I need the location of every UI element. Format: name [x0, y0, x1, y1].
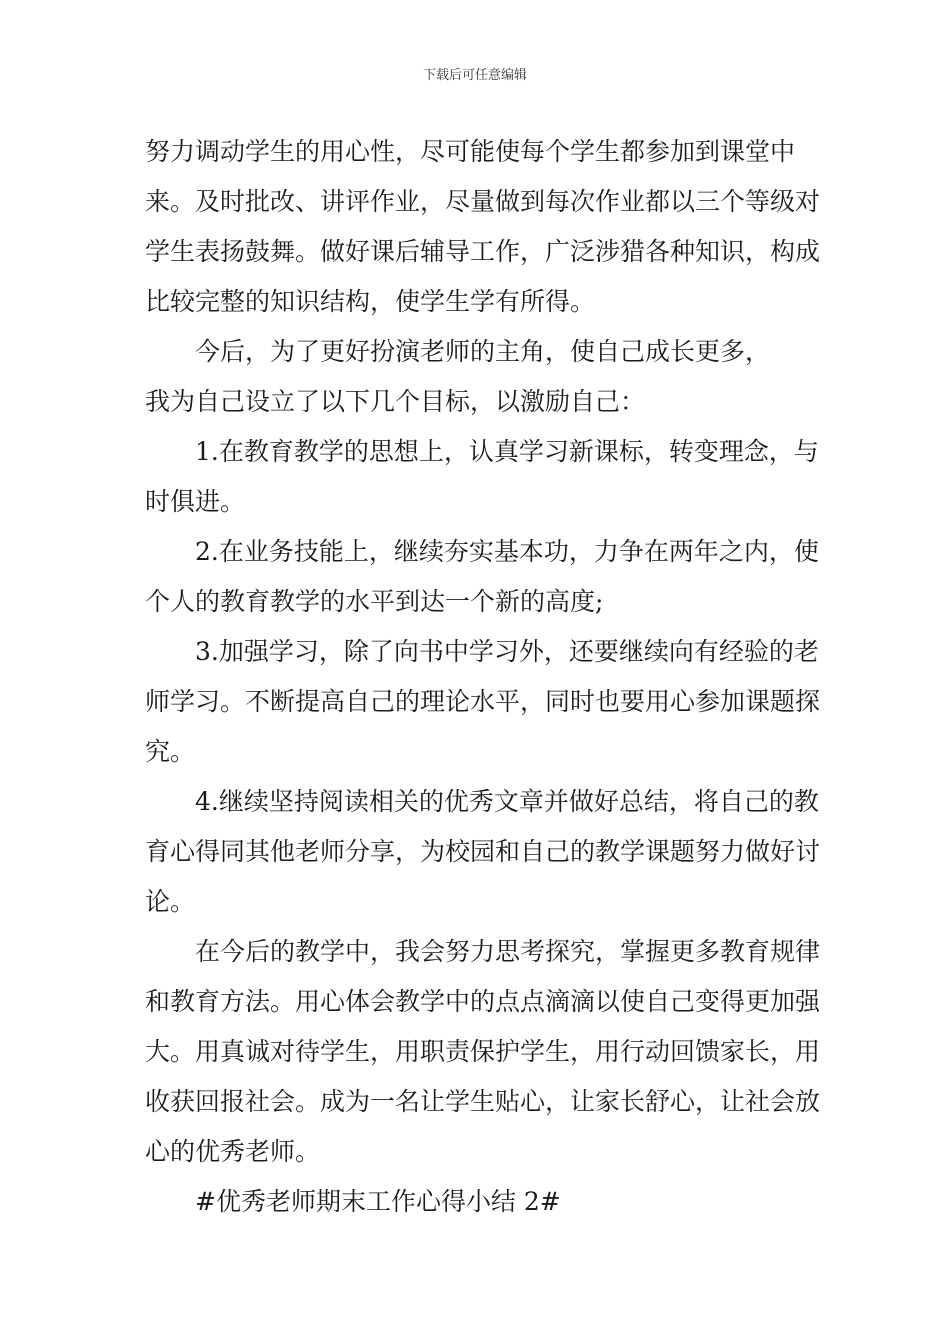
page-header: 下载后可任意编辑 [422, 68, 527, 83]
paragraph-1: 努力调动学生的用心性，尽可能使每个学生都参加到课堂中来。及时批改、讲评作业，尽量做到每次作业都以三个等级对学生表扬鼓舞。做好课后辅导工作，广泛涉猎各种知识，构成比较完整的知识结构，使学生学有所得。 [145, 137, 821, 316]
section-heading: #优秀老师期末工作心得小结 2# [195, 1187, 561, 1216]
goal-item-1: 1.在教育教学的思想上，认真学习新课标，转变理念，与时俱进。 [145, 437, 819, 516]
paragraph-2-line-1: 今后，为了更好扮演老师的主角，使自己成长更多， [195, 337, 771, 366]
goal-item-3: 3.加强学习，除了向书中学习外，还要继续向有经验的老师学习。不断提高自己的理论水平，同时也要用心参加课题探究。 [145, 637, 821, 766]
paragraph-2-line-2: 我为自己设立了以下几个目标，以激励自己： [145, 387, 646, 416]
goal-item-2: 2.在业务技能上，继续夯实基本功，力争在两年之内，使个人的教育教学的水平到达一个新的高度; [145, 537, 819, 616]
document-body [145, 127, 835, 1227]
paragraph-conclusion: 在今后的教学中，我会努力思考探究，掌握更多教育规律和教育方法。用心体会教学中的点点滴滴以使自己变得更加强大。用真诚对待学生，用职责保护学生，用行动回馈家长，用收获回报社会。成为一名让学生贴心，让家长舒心，让社会放心的优秀老师。 [145, 937, 821, 1166]
goal-item-4: 4.继续坚持阅读相关的优秀文章并做好总结，将自己的教育心得同其他老师分享，为校园和自己的教学课题努力做好讨论。 [145, 787, 821, 916]
